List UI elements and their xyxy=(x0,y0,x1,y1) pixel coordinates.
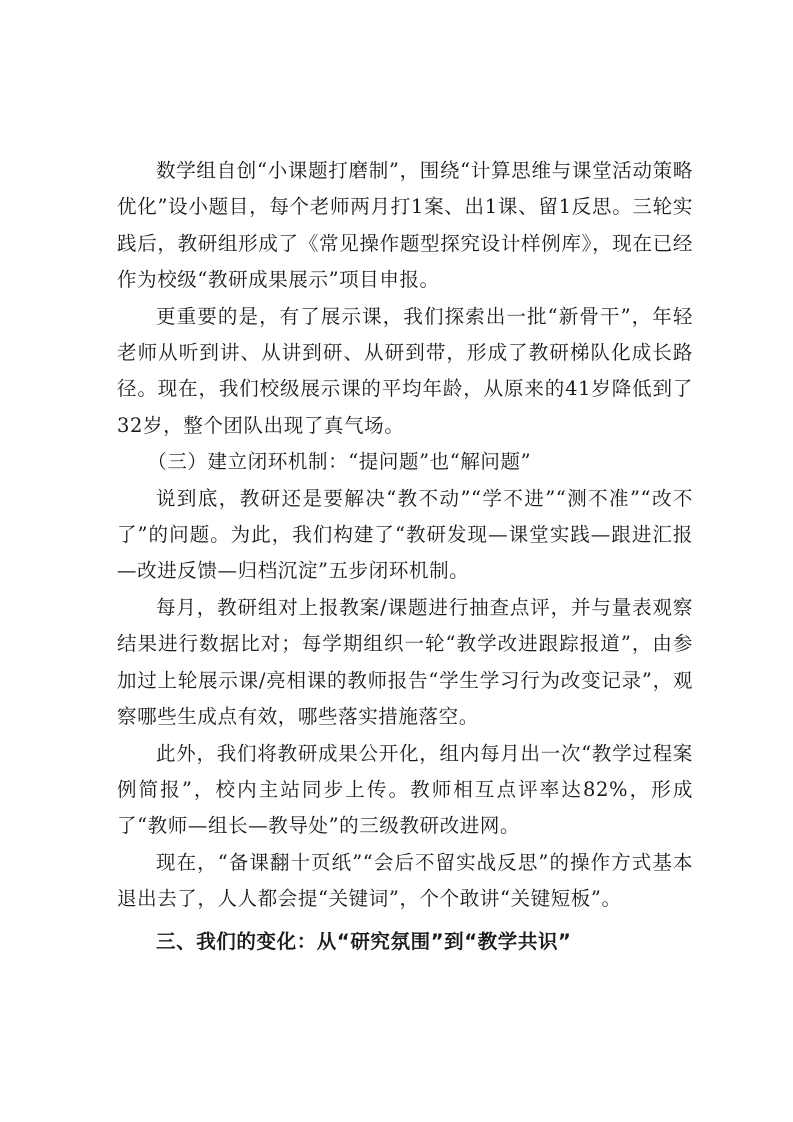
document-body xyxy=(117,153,693,960)
paragraph-public-results: 此外，我们将教研成果公开化，组内每月出一次“教学过程案例简报”，校内主站同步上传。教师相互点评率达82%，形成了“教师—组长—教导处”的三级教研改进网。 xyxy=(117,741,693,838)
paragraph-monthly-review: 每月，教研组对上报教案/课题进行抽查点评，并与量表观察结果进行数据比对；每学期组织一轮“教学改进跟踪报道”，由参加过上轮展示课/亮相课的教师报告“学生学习行为改变记录”，观察哪些生成点有效，哪些落实措施落空。 xyxy=(117,595,693,729)
paragraph-new-backbone: 更重要的是，有了展示课，我们探索出一批“新骨干”，年轻老师从听到讲、从讲到研、从研到带，形成了教研梯队化成长路径。现在，我们校级展示课的平均年龄，从原来的41岁降低到了32岁，整个团队出现了真气场。 xyxy=(117,304,693,437)
paragraph-closed-loop-mechanism: 说到底，教研还是要解决“教不动”“学不进”“测不准”“改不了”的问题。为此，我们构建了“教研发现—课堂实践—跟进汇报—改进反馈—归档沉淀”五步闭环机制。 xyxy=(117,486,693,583)
section-title-our-changes: 三、我们的变化：从“研究氛围”到“教学共识” xyxy=(156,929,572,953)
subheading-closed-loop: （三）建立闭环机制：“提问题”也“解问题” xyxy=(147,450,532,474)
paragraph-math-group-topics: 数学组自创“小课题打磨制”，围绕“计算思维与课堂活动策略优化”设小题目，每个老师两月打1案、出1课、留1反思。三轮实践后，教研组形成了《常见操作题型探究设计样例库》，现在已经作为校级“教研成果展示”项目申报。 xyxy=(117,159,693,292)
paragraph-current-state: 现在，“备课翻十页纸”“会后不留实战反思”的操作方式基本退出去了，人人都会提“关键词”，个个敢讲“关键短板”。 xyxy=(117,850,693,911)
